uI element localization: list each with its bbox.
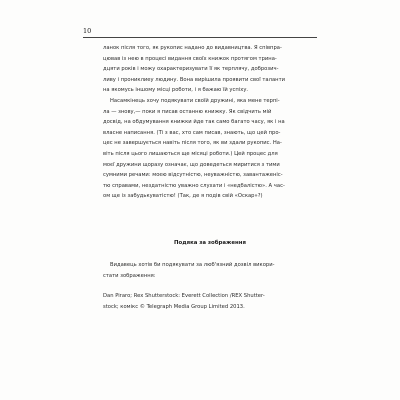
- text-line: сумними речами: моєю відсутністю, неуважністю, завантаженіс-: [103, 172, 283, 179]
- text-line: власне написання. (Ті з вас, хто сам писав, знають, що цей про-: [103, 129, 281, 136]
- text-line: Видавець хотів би подякувати за люб'язний дозвіл викори-: [110, 262, 275, 268]
- text-line: stock; комікс © Telegraph Media Group Limited 2013.: [103, 303, 245, 310]
- text-line: ом ще із забудькуватістю! (Так, де я подів свій «Оскар»?): [103, 193, 263, 200]
- text-line: віть після цього лишаються ще місяці роботи.) Цей процес для: [103, 151, 278, 157]
- page-number: 10: [83, 27, 92, 35]
- text-line: цював із нею в процесі видання своїх книжок протягом трина-: [103, 55, 277, 62]
- text-line: моєї дружини щоразу означає, що доведеться миритися з тими: [103, 161, 280, 168]
- credits-heading: Подяка за зображення: [174, 240, 246, 246]
- text-line: стати зображення:: [103, 272, 156, 279]
- text-line: тю справами, нездатністю уважно слухати і «недбалістю». А час-: [103, 182, 285, 189]
- text-line: дцяти років і можу охарактеризувати її як терплячу, доброзич-: [103, 66, 279, 73]
- text-line: цес не завершується навіть після того, як ви здали рукопис. На-: [103, 140, 282, 147]
- text-line: Насамкінець хочу подякувати своїй дружині, яка мене терпі-: [110, 98, 280, 104]
- text-line: ланок після того, як рукопис надано до видавництва. Я співпра-: [103, 45, 282, 51]
- text-line: ливу і прониклиеу людину. Вона вирішила проявити свої таланти: [103, 76, 286, 83]
- text-line: ла — знову,— поки я писав останню книжку. Як свідчить мій: [103, 108, 272, 115]
- text-line: на якомусь іншому місці роботи, і я бажаю їй успіху.: [103, 87, 249, 94]
- header-rule: [83, 37, 317, 38]
- text-line: Dan Piraro; Rex Shutterstock: Everett Collection /REX Shutter-: [103, 293, 265, 299]
- text-line: досвід, на обдумування книжки йде так само багато часу, як і на: [103, 119, 285, 126]
